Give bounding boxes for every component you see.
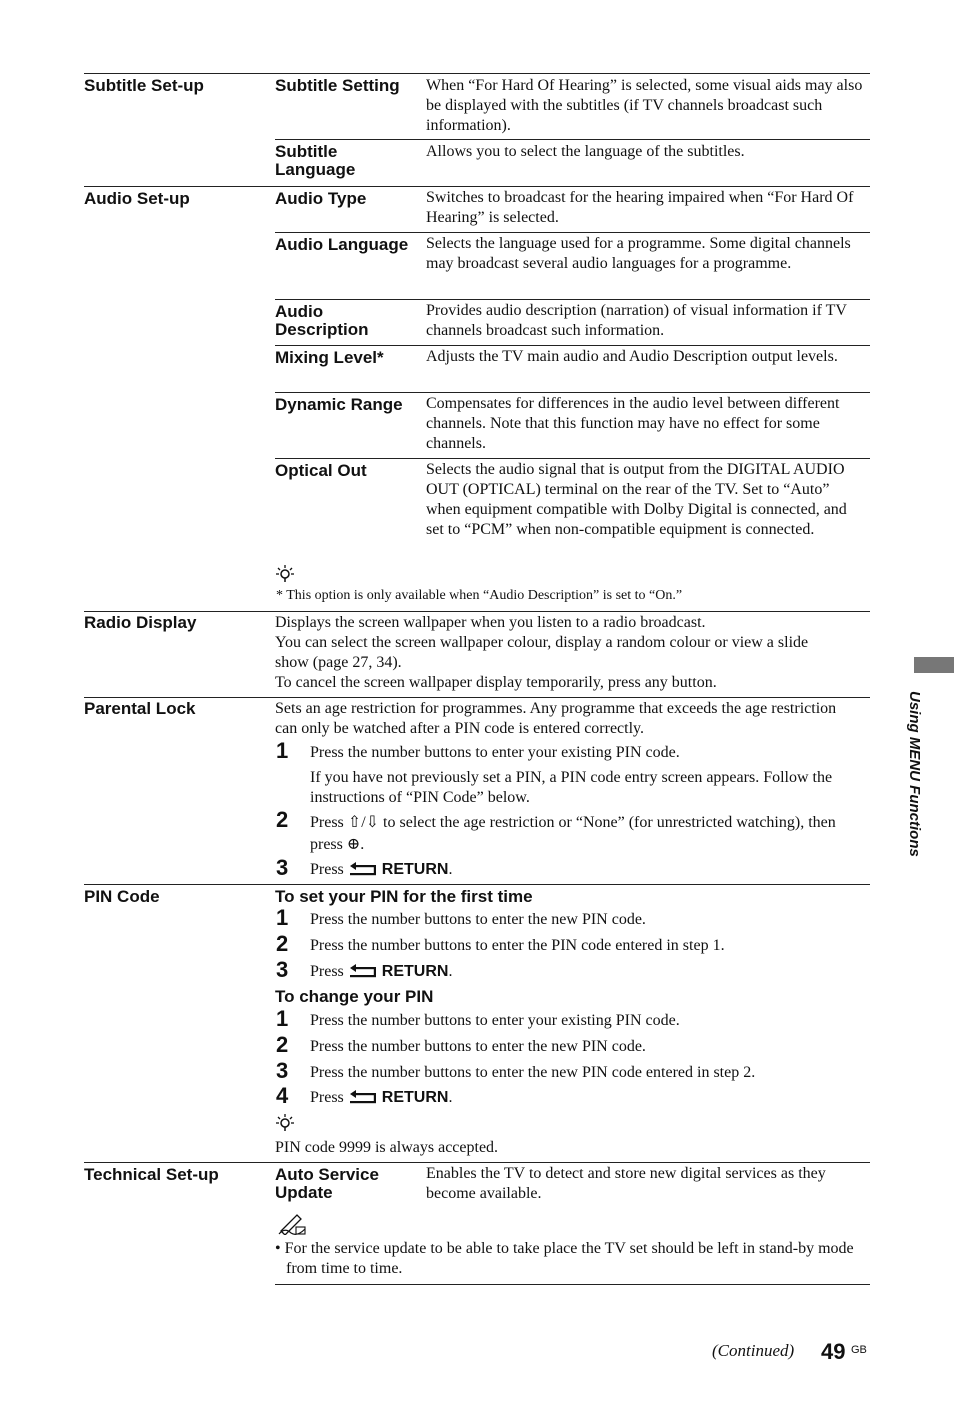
radio-line-3: To cancel the screen wallpaper display temporarily, press any button. <box>275 674 717 691</box>
desc-dynamic-range: Compensates for differences in the audio level between different channels. Note that this function may have no effect for some channels. <box>426 395 840 452</box>
step-text: Press the number buttons to enter the PIN code entered in step 1. <box>310 937 725 954</box>
side-tab-label: Using MENU Functions <box>906 691 923 857</box>
item-mixing-level: Mixing Level* <box>275 348 384 367</box>
step-number: 2 <box>276 1032 289 1057</box>
item-audio-language: Audio Language <box>275 235 409 254</box>
hint-icon <box>276 564 294 584</box>
desc-audio-description: Provides audio description (narration) of visual information if TV channels broadcast such information. <box>426 302 847 339</box>
category-subtitle-setup: Subtitle Set-up <box>84 76 204 95</box>
technical-note: • For the service update to be able to take place the TV set should be left in stand-by mode from time to time. <box>275 1240 854 1277</box>
category-pin-code: PIN Code <box>84 887 160 906</box>
desc-optical-out: Selects the audio signal that is output from the DIGITAL AUDIO OUT (OPTICAL) terminal on the rear of the TV. Set to “Auto” when equipment compatible with Dolby Digital is connected, and set to “PCM” when non-compatible equipment is connected. <box>426 461 847 538</box>
divider <box>275 458 870 459</box>
pin-first-heading: To set your PIN for the first time <box>275 887 533 906</box>
divider <box>84 697 870 698</box>
return-icon <box>348 1090 378 1104</box>
region-label: GB <box>851 1344 867 1356</box>
divider <box>275 139 870 140</box>
desc-audio-language: Selects the language used for a programme. Some digital channels may broadcast several audio languages for a programme. <box>426 235 851 272</box>
divider <box>275 1284 870 1285</box>
category-technical-setup: Technical Set-up <box>84 1165 219 1184</box>
return-label: RETURN <box>381 963 449 980</box>
item-optical-out: Optical Out <box>275 461 367 480</box>
hint-icon <box>276 1113 294 1133</box>
desc-subtitle-language: Allows you to select the language of the subtitles. <box>426 143 745 160</box>
step-text: Press the number buttons to enter the new PIN code. <box>310 911 646 928</box>
desc-audio-type: Switches to broadcast for the hearing impaired when “For Hard Of Hearing” is selected. <box>426 189 854 226</box>
desc-mixing-level: Adjusts the TV main audio and Audio Description output levels. <box>426 348 838 365</box>
desc-subtitle-setting: When “For Hard Of Hearing” is selected, some visual aids may also be displayed with the subtitles (if TV channels broadcast such information). <box>426 77 863 134</box>
step-number: 1 <box>276 905 289 930</box>
step-number: 3 <box>276 1058 289 1083</box>
return-icon <box>348 964 378 978</box>
return-label: RETURN <box>381 1089 449 1106</box>
step-number: 3 <box>276 957 289 982</box>
pin-change-heading: To change your PIN <box>275 987 434 1006</box>
divider <box>275 232 870 233</box>
step-text: Press the number buttons to enter your existing PIN code. <box>310 744 680 761</box>
pin-hint: PIN code 9999 is always accepted. <box>275 1139 499 1156</box>
step-text: Press the number buttons to enter your existing PIN code. <box>310 1012 680 1029</box>
audio-footnote: * This option is only available when “Audio Description” is set to “On.” <box>276 588 683 603</box>
divider <box>275 299 870 300</box>
step-number: 2 <box>276 931 289 956</box>
step-number: 4 <box>276 1083 289 1108</box>
step-number: 3 <box>276 855 289 880</box>
step-text: Press ⇧/⇩ to select the age restriction or “None” (for unrestricted watching), then press ⊕. <box>310 814 836 853</box>
divider <box>84 884 870 885</box>
step-text: Press <box>310 963 344 980</box>
item-subtitle-setting: Subtitle Setting <box>275 76 400 95</box>
item-audio-type: Audio Type <box>275 189 367 208</box>
desc-auto-service-update: Enables the TV to detect and store new digital services as they become available. <box>426 1165 826 1202</box>
return-label: RETURN <box>381 861 449 878</box>
step-note: If you have not previously set a PIN, a PIN code entry screen appears. Follow the instructions of “PIN Code” below. <box>310 769 833 806</box>
step-text: Press the number buttons to enter the new PIN code. <box>310 1038 646 1055</box>
note-icon <box>277 1213 307 1235</box>
step-number: 1 <box>276 738 289 763</box>
parental-intro: Sets an age restriction for programmes. Any programme that exceeds the age restriction can only be watched after a PIN code is entered correctly. <box>275 700 837 737</box>
return-icon <box>348 862 378 876</box>
category-audio-setup: Audio Set-up <box>84 189 190 208</box>
step-number: 2 <box>276 807 289 832</box>
item-subtitle-language: Subtitle Language <box>275 142 356 179</box>
category-radio-display: Radio Display <box>84 613 197 632</box>
step-text: Press <box>310 1089 344 1106</box>
continued-label: (Continued) <box>712 1341 795 1360</box>
divider <box>275 392 870 393</box>
divider <box>84 186 870 187</box>
step-number: 1 <box>276 1006 289 1031</box>
item-dynamic-range: Dynamic Range <box>275 395 403 414</box>
item-audio-description: Audio Description <box>275 302 369 339</box>
side-tab-marker <box>914 657 954 673</box>
divider <box>275 345 870 346</box>
step-text-return: Press RETURN. <box>310 1089 453 1106</box>
radio-line-2: You can select the screen wallpaper colour, display a random colour or view a slide show (page 27, 34). <box>275 634 809 671</box>
divider <box>84 73 870 74</box>
divider <box>84 611 870 612</box>
page-number: 49 <box>821 1339 846 1364</box>
step-text: Press the number buttons to enter the new PIN code entered in step 2. <box>310 1064 756 1081</box>
step-text: Press <box>310 861 344 878</box>
step-text-return: Press RETURN. <box>310 861 453 878</box>
divider <box>84 1162 870 1163</box>
step-text-return: Press RETURN. <box>310 963 453 980</box>
category-parental-lock: Parental Lock <box>84 699 196 718</box>
item-auto-service-update: Auto Service Update <box>275 1165 379 1202</box>
radio-line-1: Displays the screen wallpaper when you listen to a radio broadcast. <box>275 614 706 631</box>
